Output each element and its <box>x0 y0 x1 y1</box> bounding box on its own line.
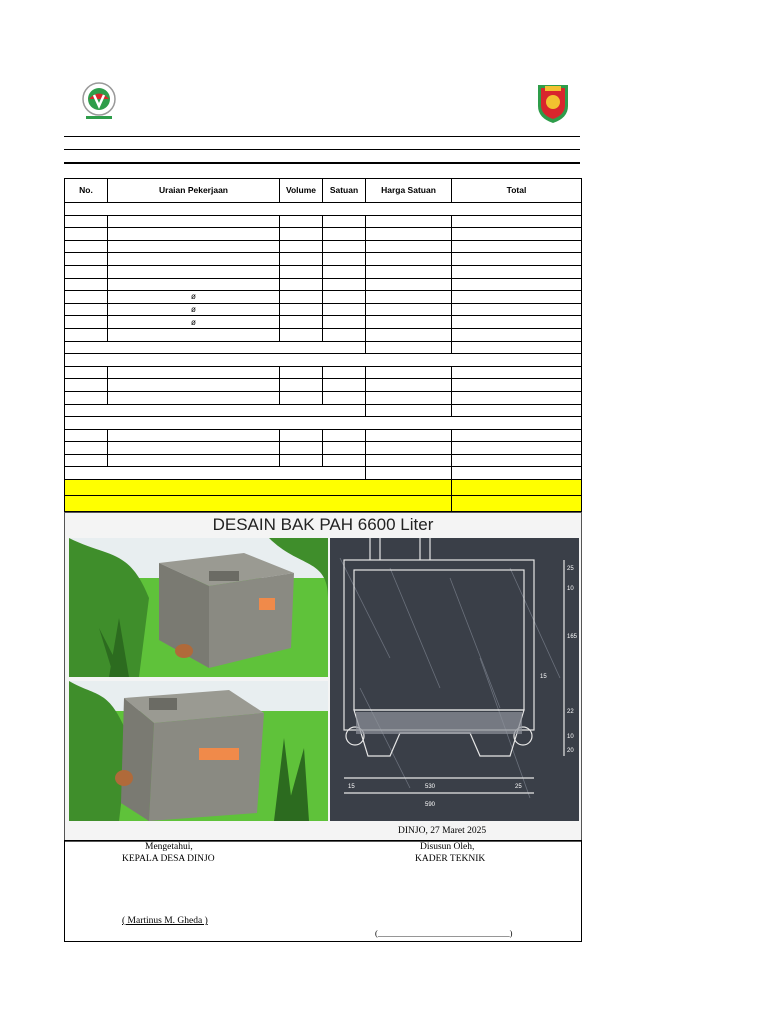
diameter-symbol: ø <box>191 305 196 315</box>
table-row <box>65 316 582 329</box>
table-row <box>65 240 582 253</box>
cost-estimate-table <box>64 178 582 512</box>
signature-box <box>64 840 582 942</box>
header-rule-1 <box>64 136 580 137</box>
right-signatory-blank: (_______________________________) <box>375 928 513 938</box>
section-row <box>65 203 582 216</box>
table-row <box>65 429 582 442</box>
right-caption: Disusun Oleh, <box>420 842 475 852</box>
regional-emblem-logo <box>535 82 571 124</box>
tank-design-panel <box>64 512 582 842</box>
dim-label: 590 <box>425 802 436 808</box>
diameter-symbol: ø <box>191 317 196 327</box>
left-signatory-name: ( Martinus M. Gheda ) <box>122 916 208 926</box>
section-row <box>65 417 582 430</box>
left-caption: Mengetahui, <box>145 842 193 852</box>
signing-date: DINJO, 27 Maret 2025 <box>398 826 487 836</box>
tank-3d-render <box>69 538 328 821</box>
design-title: DESAIN BAK PAH 6600 Liter <box>212 515 434 534</box>
table-row <box>65 454 582 467</box>
dim-label: 15 <box>348 784 355 790</box>
col-header-total: Total <box>452 179 582 203</box>
table-row <box>65 253 582 266</box>
dim-label: 25 <box>515 784 522 790</box>
table-row <box>65 265 582 278</box>
table-row <box>65 391 582 404</box>
dim-label: 15 <box>540 674 547 680</box>
table-row <box>65 379 582 392</box>
dim-label: 530 <box>425 784 436 790</box>
dim-label: 22 <box>567 709 574 715</box>
col-header-description: Uraian Pekerjaan <box>108 179 280 203</box>
rounded-total-row <box>65 496 582 512</box>
col-header-unit-price: Harga Satuan <box>366 179 452 203</box>
kemenkes-logo <box>80 82 118 122</box>
table-row <box>65 278 582 291</box>
table-row <box>65 291 582 304</box>
dim-label: 25 <box>567 566 574 572</box>
tank-section-drawing <box>330 538 579 821</box>
dim-label: 10 <box>567 586 574 592</box>
col-header-no: No. <box>65 179 108 203</box>
header-rule-3 <box>64 162 580 164</box>
diameter-symbol: ø <box>191 292 196 302</box>
col-header-volume: Volume <box>280 179 323 203</box>
subtotal-row <box>65 467 582 480</box>
dim-label: 10 <box>567 734 574 740</box>
table-row <box>65 442 582 455</box>
table-row <box>65 366 582 379</box>
dim-label: 165 <box>567 634 578 640</box>
grand-total-row <box>65 480 582 496</box>
table-row <box>65 303 582 316</box>
table-row <box>65 328 582 341</box>
subtotal-row <box>65 404 582 417</box>
header-rule-2 <box>64 149 580 150</box>
right-role: KADER TEKNIK <box>415 854 486 864</box>
table-header-row <box>65 179 582 203</box>
section-row <box>65 354 582 367</box>
col-header-unit: Satuan <box>323 179 366 203</box>
table-row <box>65 215 582 228</box>
dim-label: 20 <box>567 748 574 754</box>
table-row <box>65 228 582 241</box>
subtotal-row <box>65 341 582 354</box>
left-role: KEPALA DESA DINJO <box>122 854 215 864</box>
